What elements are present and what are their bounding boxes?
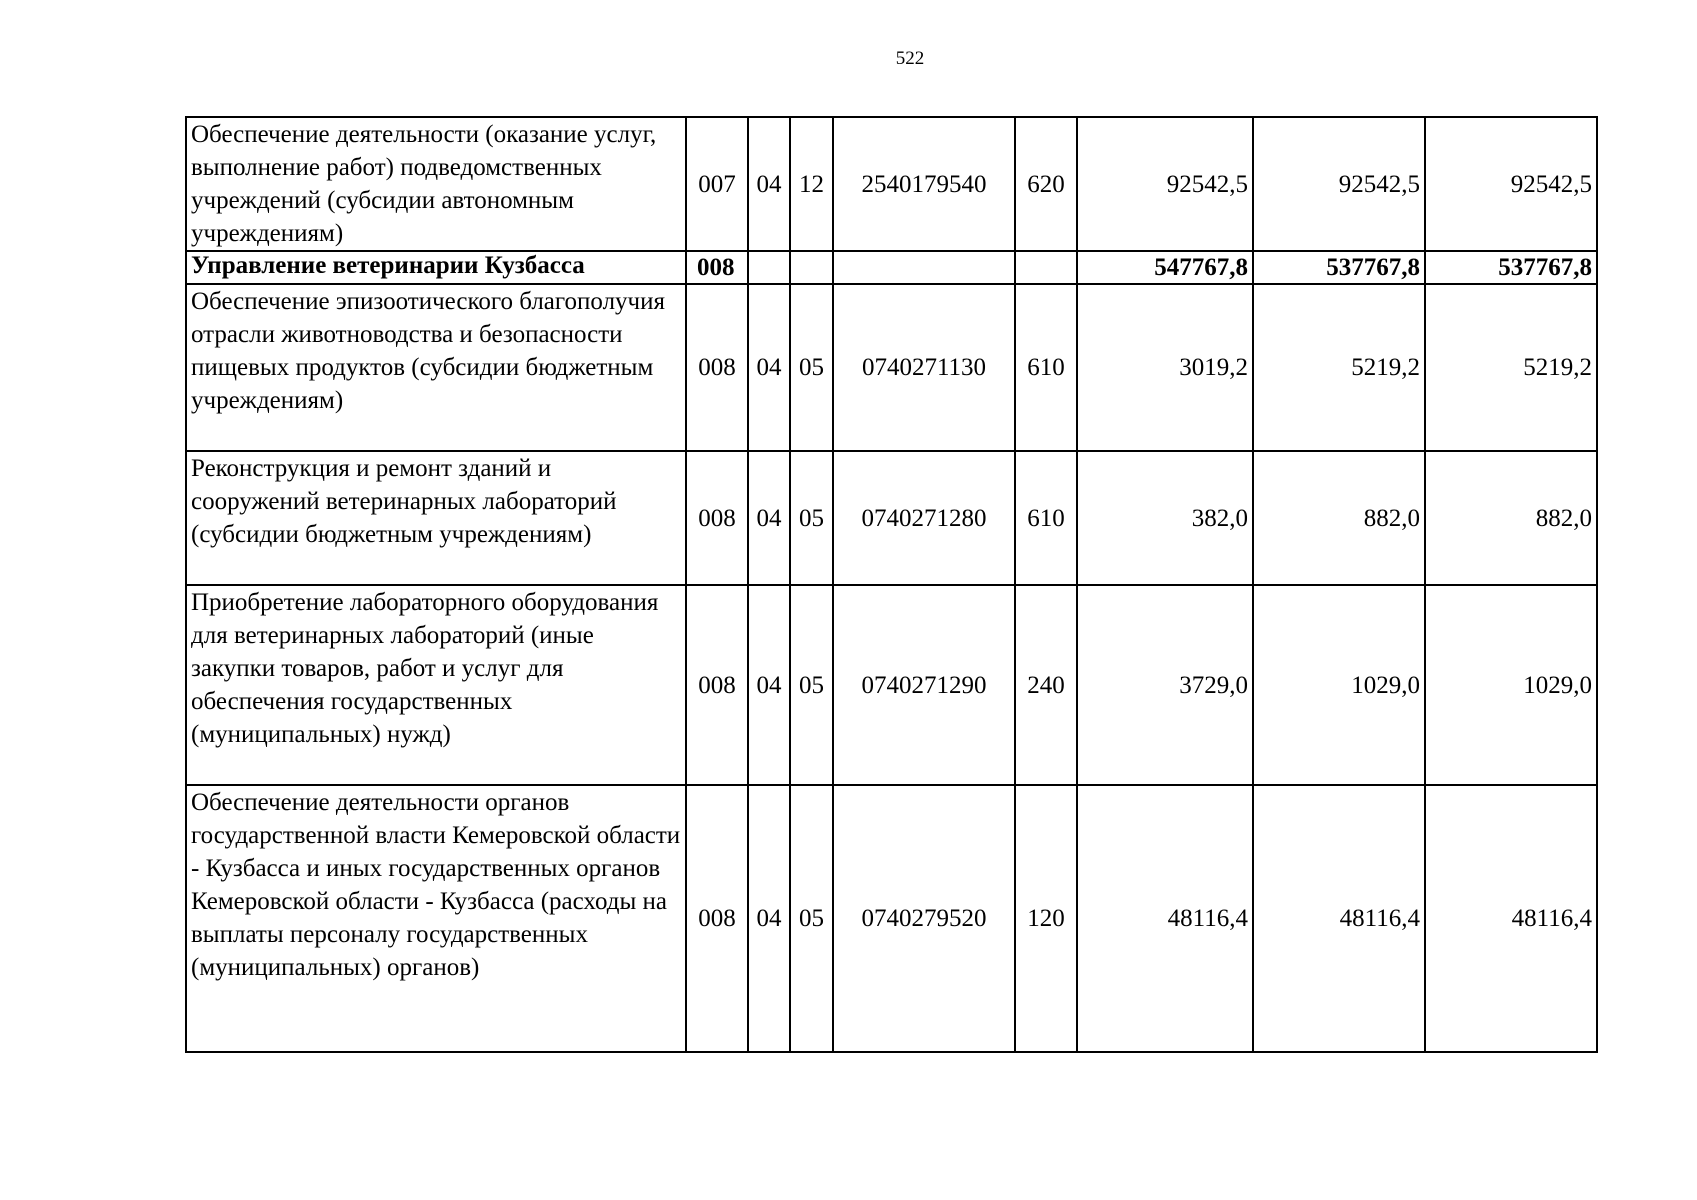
subsection-code: 12 xyxy=(790,117,833,251)
amount-3: 48116,4 xyxy=(1425,785,1597,1052)
ministry-code: 008 xyxy=(686,451,748,585)
amount-3: 5219,2 xyxy=(1425,284,1597,451)
table-row xyxy=(186,117,1597,251)
amount-1: 48116,4 xyxy=(1077,785,1253,1052)
amount-2: 5219,2 xyxy=(1253,284,1425,451)
amount-3: 537767,8 xyxy=(1425,251,1597,284)
row-name: Обеспечение деятельности (оказание услуг, выполнение работ) подведомственных учреждений (субсидии автономным учреждениям) xyxy=(186,117,686,251)
table-row xyxy=(186,585,1597,785)
target-article-code: 0740271130 xyxy=(833,284,1015,451)
amount-2: 48116,4 xyxy=(1253,785,1425,1052)
section-code: 04 xyxy=(748,451,790,585)
amount-3: 92542,5 xyxy=(1425,117,1597,251)
amount-1: 547767,8 xyxy=(1077,251,1253,284)
expense-type-code: 620 xyxy=(1015,117,1077,251)
subsection-code: 05 xyxy=(790,785,833,1052)
page-number: 522 xyxy=(895,48,925,69)
amount-1: 3019,2 xyxy=(1077,284,1253,451)
budget-table xyxy=(185,116,1598,1053)
amount-3: 1029,0 xyxy=(1425,585,1597,785)
ministry-code: 008 xyxy=(686,785,748,1052)
section-code: 04 xyxy=(748,585,790,785)
amount-1: 92542,5 xyxy=(1077,117,1253,251)
ministry-code: 007 xyxy=(686,117,748,251)
subsection-code: 05 xyxy=(790,451,833,585)
target-article-code: 0740271290 xyxy=(833,585,1015,785)
amount-3: 882,0 xyxy=(1425,451,1597,585)
amount-2: 92542,5 xyxy=(1253,117,1425,251)
row-name: Реконструкция и ремонт зданий и сооружений ветеринарных лабораторий (субсидии бюджетным учреждениям) xyxy=(186,451,686,585)
expense-type-code: 610 xyxy=(1015,451,1077,585)
row-name: Обеспечение эпизоотического благополучия отрасли животноводства и безопасности пищевых продуктов (субсидии бюджетным учреждениям) xyxy=(186,284,686,451)
row-name: Приобретение лабораторного оборудования для ветеринарных лабораторий (иные закупки товаров, работ и услуг для обеспечения государственных (муниципальных) нужд) xyxy=(186,585,686,785)
section-code xyxy=(748,251,790,284)
section-code: 04 xyxy=(748,117,790,251)
ministry-code: 008 xyxy=(686,585,748,785)
amount-2: 537767,8 xyxy=(1253,251,1425,284)
section-code: 04 xyxy=(748,785,790,1052)
target-article-code: 0740271280 xyxy=(833,451,1015,585)
table-row xyxy=(186,451,1597,585)
expense-type-code: 610 xyxy=(1015,284,1077,451)
ministry-code: 008 xyxy=(686,284,748,451)
ministry-code: 008 xyxy=(686,251,748,284)
amount-1: 382,0 xyxy=(1077,451,1253,585)
amount-1: 3729,0 xyxy=(1077,585,1253,785)
amount-2: 1029,0 xyxy=(1253,585,1425,785)
table-row xyxy=(186,251,1597,284)
table-row xyxy=(186,284,1597,451)
target-article-code: 0740279520 xyxy=(833,785,1015,1052)
expense-type-code xyxy=(1015,251,1077,284)
table-row xyxy=(186,785,1597,1052)
amount-2: 882,0 xyxy=(1253,451,1425,585)
subsection-code xyxy=(790,251,833,284)
section-code: 04 xyxy=(748,284,790,451)
expense-type-code: 240 xyxy=(1015,585,1077,785)
expense-type-code: 120 xyxy=(1015,785,1077,1052)
row-name: Управление ветеринарии Кузбасса xyxy=(186,251,686,284)
subsection-code: 05 xyxy=(790,284,833,451)
row-name: Обеспечение деятельности органов государственной власти Кемеровской области - Кузбасса и иных государственных органов Кемеровской области - Кузбасса (расходы на выплаты персоналу государственных (муниципальных) органов) xyxy=(186,785,686,1052)
subsection-code: 05 xyxy=(790,585,833,785)
target-article-code: 2540179540 xyxy=(833,117,1015,251)
target-article-code xyxy=(833,251,1015,284)
